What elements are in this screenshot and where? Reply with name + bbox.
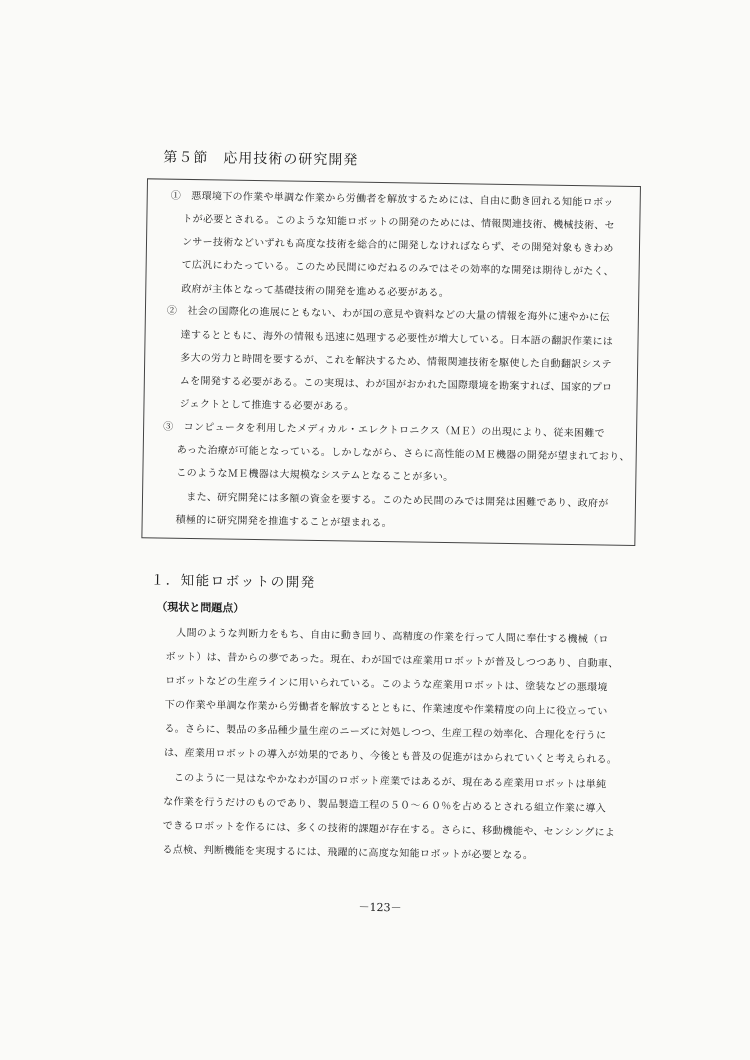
body-line: ボット）は、昔からの夢であった。現在、わが国では産業用ロボットが普及しつつあり、自動車、 xyxy=(165,651,619,670)
body-line: な作業を行うだけのものであり、製品製造工程の５０～６０％を占めるとされる組立作業に導入 xyxy=(163,796,607,815)
paren-heading: （現状と問題点） xyxy=(156,600,245,615)
box-line: 政府が主体となって基礎技術の開発を進める必要がある。 xyxy=(181,283,450,300)
body-line: る。さらに、製品の多品種少量生産のニーズに対処しつつ、生産工程の効率化、合理化を行うに xyxy=(164,723,607,742)
box-line: 多大の労力と時間を要するが、これを解決するため、情報関連技術を駆使した自動翻訳システ xyxy=(180,352,612,371)
box-line: トが必要とされる。このような知能ロボットの開発のためには、情報関連技術、機械技術、セ xyxy=(182,213,616,232)
subsection-heading: １．知能ロボットの開発 xyxy=(150,572,316,591)
box-line: また、研究開発には多額の資金を要する。このため民間のみでは開発は困難であり、政府が xyxy=(175,491,609,510)
body-line: ロボットなどの生産ラインに用いられている。このような産業用ロボットは、塗装などの悪環境 xyxy=(165,675,608,694)
body-line: は、産業用ロボットの導入が効果的であり、今後とも普及の促進がはかられていくと考えられる。 xyxy=(163,747,618,766)
box-line: このようなＭＥ機器は大規模なシステムとなることが多い。 xyxy=(176,467,454,484)
page-number: －123－ xyxy=(358,900,402,915)
box-line: ジェクトとして推進する必要がある。 xyxy=(179,398,355,413)
body-line: 下の作業や単調な作業から労働者を解放するとともに、作業速度や作業精度の向上に役立ってい xyxy=(164,699,608,718)
body-line: る点検、判断機能を実現するには、飛躍的に高度な知能ロボットが必要となる。 xyxy=(162,844,534,862)
box-line: ③ コンピュータを利用したメディカル・エレクトロニクス（ＭＥ）の出現により、従来困難で xyxy=(163,421,605,440)
box-line: て広汎にわたっている。このため民間にゆだねるのみではその効率的な開発は期待しがたく、 xyxy=(181,259,615,278)
body-line: このように一見はなやかなわが国のロボット産業ではあるが、現在ある産業用ロボットは単純 xyxy=(163,772,607,791)
body-line: 人間のような判断力をもち、自由に動き回り、高精度の作業を行って人間に奉仕する機械（ロ xyxy=(165,627,609,646)
body-line: できるロボットを作るには、多くの技術的課題が存在する。さらに、移動機能や、センシングによ xyxy=(162,820,616,839)
box-line: あった治療が可能となっている。しかしながら、さらに高性能のＭＥ機器の開発が望まれており、 xyxy=(176,444,630,463)
section-heading: 第５節 応用技術の研究開発 xyxy=(163,149,359,169)
box-line: ② 社会の国際化の進展にともない、わが国の意見や資料などの大量の情報を海外に速やかに伝 xyxy=(166,305,610,324)
box-line: 積極的に研究開発を推進することが望まれる。 xyxy=(175,514,393,530)
box-line: ① 悪環境下の作業や単調な作業から労働者を解放するためには、自由に動き回れる知能ロボッ xyxy=(170,190,614,209)
box-line: 達するとともに、海外の情報も迅速に処理する必要性が増大している。日本語の翻訳作業には xyxy=(180,329,614,348)
box-line: ンサー技術などいずれも高度な技術を総合的に開発しなければならず、その開発対象もきわめ xyxy=(181,236,614,255)
box-line: ムを開発する必要がある。この実現は、わが国がおかれた国際環境を勘案すれば、国家的プロ xyxy=(179,375,613,394)
